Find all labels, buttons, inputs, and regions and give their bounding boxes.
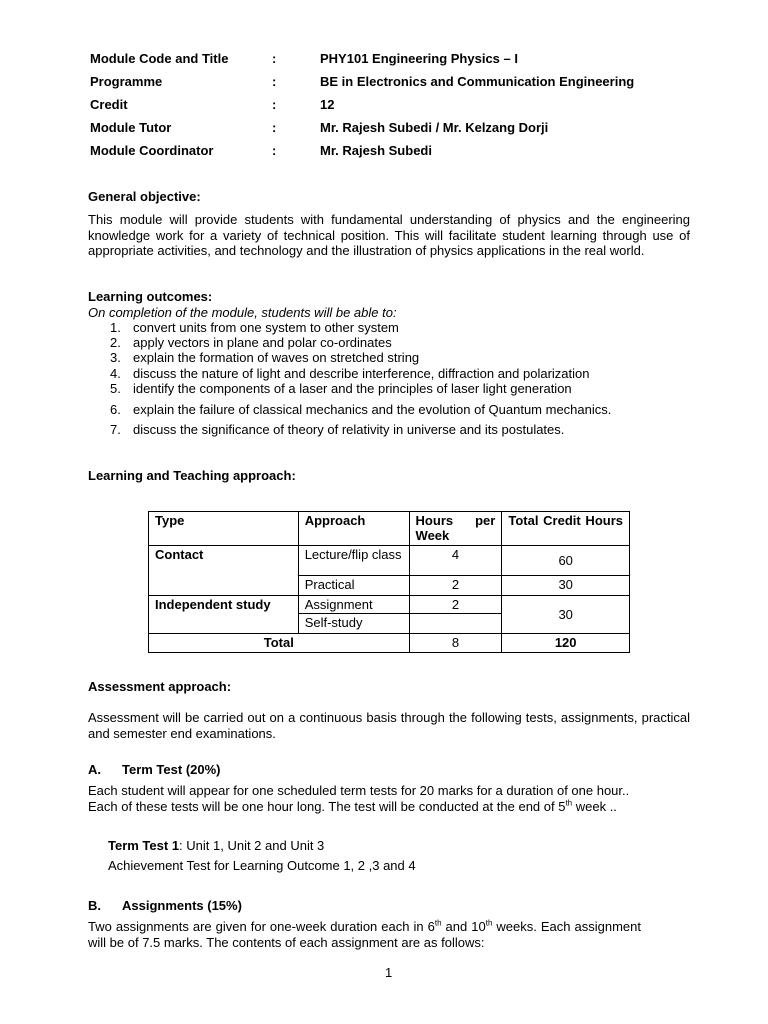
term-test-line1: Each student will appear for one scheduled term tests for 20 marks for a duration of one hour..: [88, 783, 630, 798]
assessment-text: Assessment will be carried out on a continuous basis through the following tests, assignments, practical and semester end examinations.: [88, 710, 690, 741]
approach-heading: Learning and Teaching approach:: [88, 468, 296, 483]
module-field-separator: :: [272, 97, 277, 112]
outcome-item: [110, 335, 392, 351]
term-test-line2: Each of these tests will be one hour long. The test will be conducted at the end of 5th week ..: [88, 798, 617, 814]
assignments-line2: will be of 7.5 marks. The contents of each assignment are as follows:: [88, 935, 485, 950]
assignments-title: Assignments (15%): [122, 898, 242, 913]
outcome-text: explain the formation of waves on stretched string: [133, 350, 420, 365]
approach-assignment: Assignment: [298, 596, 409, 614]
hours-selfstudy: [409, 614, 502, 634]
module-field-value: 12: [320, 97, 335, 112]
outcome-text: explain the failure of classical mechanics and the evolution of Quantum mechanics.: [133, 402, 612, 417]
outcome-item: [110, 320, 399, 336]
header-credit: Total Credit Hours: [502, 512, 630, 546]
header-hours: Hours per Week: [409, 512, 502, 546]
module-field-value: PHY101 Engineering Physics – I: [320, 51, 518, 66]
outcomes-intro: On completion of the module, students will be able to:: [88, 305, 397, 320]
module-field-label: Programme: [90, 74, 163, 89]
header-type: Type: [149, 512, 299, 546]
module-field-value: BE in Electronics and Communication Engineering: [320, 74, 635, 89]
assignments-letter: B.: [88, 898, 101, 913]
outcome-item: [110, 381, 572, 397]
module-field-value: Mr. Rajesh Subedi / Mr. Kelzang Dorji: [320, 120, 549, 135]
outcome-text: convert units from one system to other system: [133, 320, 399, 335]
module-field-label: Module Tutor: [90, 120, 172, 135]
module-field-value: Mr. Rajesh Subedi: [320, 143, 432, 158]
assignments-line1: Two assignments are given for one-week duration each in 6th and 10th weeks. Each assignment: [88, 918, 641, 934]
outcome-item: [110, 422, 564, 438]
achievement-test: Achievement Test for Learning Outcome 1, 2 ,3 and 4: [108, 858, 416, 873]
term-test-title: Term Test (20%): [122, 762, 221, 777]
outcome-text: discuss the significance of theory of relativity in universe and its postulates.: [133, 422, 565, 437]
outcomes-heading: Learning outcomes:: [88, 289, 213, 304]
credit-practical: 30: [502, 576, 630, 596]
approach-practical: Practical: [298, 576, 409, 596]
outcome-text: identify the components of a laser and the principles of laser light generation: [133, 381, 572, 396]
type-contact: Contact: [149, 546, 299, 596]
term-test-1: Term Test 1: Unit 1, Unit 2 and Unit 3: [108, 838, 325, 853]
module-field-label: Module Coordinator: [90, 143, 214, 158]
module-field-separator: :: [272, 120, 277, 135]
page-number: 1: [385, 965, 393, 980]
module-field-separator: :: [272, 74, 277, 89]
hours-practical: 2: [409, 576, 502, 596]
total-label: Total: [149, 634, 410, 653]
module-field-label: Credit: [90, 97, 128, 112]
module-field-label: Module Code and Title: [90, 51, 229, 66]
outcome-item: [110, 366, 589, 382]
approach-table: [148, 511, 630, 653]
total-hours: 8: [409, 634, 502, 653]
outcome-number: 2.: [110, 335, 121, 350]
hours-assignment: 2: [409, 596, 502, 614]
outcome-item: [110, 350, 419, 366]
outcome-text: apply vectors in plane and polar co-ordinates: [133, 335, 392, 350]
outcome-number: 1.: [110, 320, 121, 335]
objective-heading: General objective:: [88, 189, 201, 204]
objective-text: This module will provide students with fundamental understanding of physics and the engineering knowledge work for a variety of technical position. This will facilitate student learning through use of appropriate activities, and technology and the illustration of physics applications in the real world.: [88, 212, 690, 258]
module-field-separator: :: [272, 51, 277, 66]
type-independent: Independent study: [149, 596, 299, 634]
approach-selfstudy: Self-study: [298, 614, 409, 634]
assessment-heading: Assessment approach:: [88, 679, 232, 694]
approach-lecture: Lecture/flip class: [298, 546, 409, 576]
outcome-number: 7.: [110, 422, 121, 437]
outcome-number: 6.: [110, 402, 121, 417]
module-field-separator: :: [272, 143, 277, 158]
outcome-number: 5.: [110, 381, 121, 396]
term-test-letter: A.: [88, 762, 101, 777]
credit-independent: 30: [502, 596, 630, 634]
outcome-text: discuss the nature of light and describe interference, diffraction and polarization: [133, 366, 590, 381]
outcome-item: [110, 402, 611, 418]
total-credit: 120: [502, 634, 630, 653]
outcome-number: 4.: [110, 366, 121, 381]
outcome-number: 3.: [110, 350, 121, 365]
hours-lecture: 4: [409, 546, 502, 576]
credit-lecture: 60: [502, 546, 630, 576]
header-approach: Approach: [298, 512, 409, 546]
